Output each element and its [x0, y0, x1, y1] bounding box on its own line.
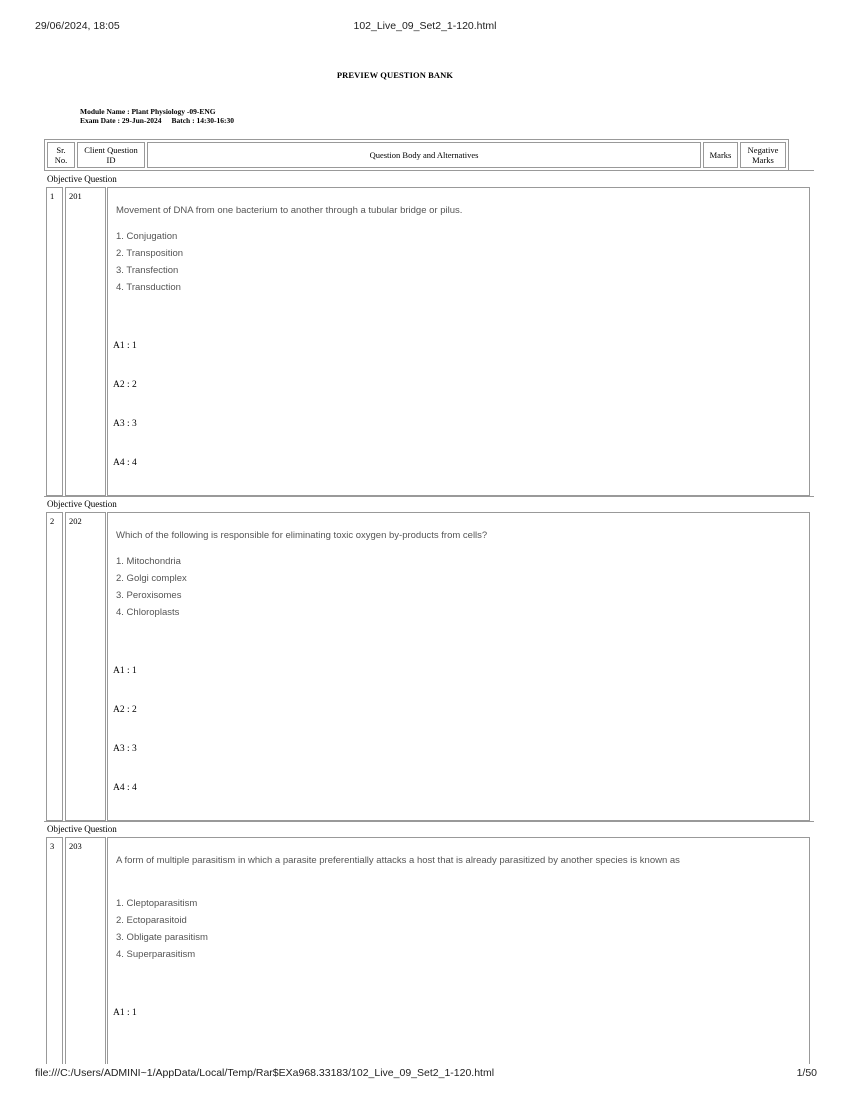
- client-id-cell: [65, 512, 106, 821]
- option-item: 1. Mitochondria: [116, 556, 181, 567]
- answer-label: A4 : 4: [113, 783, 137, 793]
- client-question-id: 201: [69, 191, 82, 201]
- sr-no-cell: [46, 837, 63, 1064]
- answer-label: A2 : 2: [113, 380, 137, 390]
- section-divider: [44, 170, 814, 171]
- options-list: [116, 228, 183, 296]
- question-row: [44, 837, 814, 1064]
- section-label: Objective Question: [47, 499, 117, 509]
- sr-no: 1: [50, 191, 55, 201]
- question-sheet: [44, 139, 814, 1064]
- sr-no-cell: [46, 512, 63, 821]
- answer-label: A1 : 1: [113, 341, 137, 351]
- section-label: Objective Question: [47, 174, 117, 184]
- question-text: Movement of DNA from one bacterium to another through a tubular bridge or pilus.: [116, 205, 463, 216]
- client-question-id: 203: [69, 841, 82, 851]
- client-question-id: 202: [69, 516, 82, 526]
- section-divider: [44, 821, 814, 822]
- client-id-cell: [65, 187, 106, 496]
- page-number: 1/50: [796, 1067, 817, 1079]
- sr-no: 2: [50, 516, 55, 526]
- sr-no-cell: [46, 187, 63, 496]
- question-row: [44, 512, 814, 821]
- exam-schedule: [80, 116, 234, 125]
- option-item: 2. Transposition: [116, 248, 184, 259]
- exam-batch: Batch : 14:30-16:30: [171, 116, 234, 125]
- file-path: file:///C:/Users/ADMINI~1/AppData/Local/Temp/Rar$EXa968.33183/102_Live_09_Set2_1-120.html: [35, 1067, 495, 1079]
- module-info: [80, 107, 234, 125]
- options-list: [116, 895, 208, 963]
- header-marks: Marks: [703, 142, 738, 168]
- header-negative-marks: Negative Marks: [740, 142, 786, 168]
- option-item: 3. Transfection: [116, 265, 179, 276]
- question-row: [44, 187, 814, 496]
- answer-label: A3 : 3: [113, 744, 137, 754]
- option-item: 1. Cleptoparasitism: [116, 898, 198, 909]
- question-text: Which of the following is responsible for eliminating toxic oxygen by-products from cells?: [116, 530, 488, 541]
- options-list: [116, 553, 187, 621]
- question-text: A form of multiple parasitism in which a parasite preferentially attacks a host that is already parasitized by another species is known as: [116, 855, 680, 866]
- header-client-id: Client Question ID: [77, 142, 145, 168]
- print-file-title: 102_Live_09_Set2_1-120.html: [353, 20, 497, 32]
- print-footer: [0, 1067, 850, 1081]
- option-item: 2. Golgi complex: [116, 573, 187, 584]
- section-label: Objective Question: [47, 824, 117, 834]
- print-datetime: 29/06/2024, 18:05: [35, 20, 120, 32]
- exam-date: Exam Date : 29-Jun-2024: [80, 116, 162, 125]
- answer-label: A2 : 2: [113, 705, 137, 715]
- option-item: 3. Peroxisomes: [116, 590, 182, 601]
- header-question-body: Question Body and Alternatives: [147, 142, 701, 168]
- section-divider: [44, 496, 814, 497]
- module-name: Module Name : Plant Physiology -09-ENG: [80, 107, 216, 116]
- print-header: [0, 20, 850, 34]
- answer-label: A1 : 1: [113, 666, 137, 676]
- option-item: 3. Obligate parasitism: [116, 932, 208, 943]
- client-id-cell: [65, 837, 106, 1064]
- answer-label: A3 : 3: [113, 419, 137, 429]
- answer-label: A1 : 1: [113, 1008, 137, 1018]
- question-body-cell: [107, 512, 810, 821]
- question-body-cell: [107, 837, 810, 1064]
- sr-no: 3: [50, 841, 55, 851]
- table-header: [44, 139, 789, 171]
- option-item: 4. Superparasitism: [116, 949, 196, 960]
- option-item: 4. Chloroplasts: [116, 607, 180, 618]
- option-item: 4. Transduction: [116, 282, 181, 293]
- question-body-cell: [107, 187, 810, 496]
- answer-label: A4 : 4: [113, 458, 137, 468]
- option-item: 2. Ectoparasitoid: [116, 915, 187, 926]
- document-title: PREVIEW QUESTION BANK: [336, 70, 454, 80]
- option-item: 1. Conjugation: [116, 231, 178, 242]
- header-sr-no: Sr. No.: [47, 142, 75, 168]
